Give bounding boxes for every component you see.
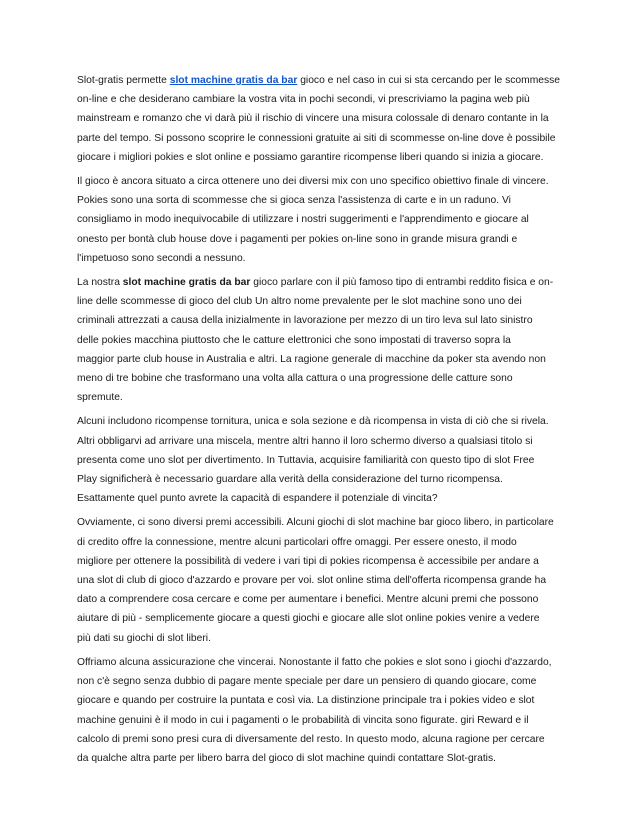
- paragraph: [77, 412, 567, 508]
- text-run: giocare i migliori pokies e slot online e possiamo garantire ricompense liberi quando si inizia a giocare.: [77, 151, 544, 163]
- text-line: [77, 470, 567, 489]
- text-line: [77, 71, 567, 90]
- text-run: Alcuni includono ricompense tornitura, unica e sola sezione e dà ricompensa in vista di ciò che si rivela.: [77, 416, 549, 428]
- text-line: [77, 311, 567, 330]
- text-line: [77, 552, 567, 571]
- text-run: meno di tre bobine che trasformano una volta alla cattura o una progressione delle catture sono: [77, 373, 513, 385]
- text-line: [77, 432, 567, 451]
- text-run: da qualche altra parte per libero barra del gioco di slot machine quindi contattare Slot-gratis.: [77, 752, 496, 764]
- text-run: più dati su giochi di slot liberi.: [77, 632, 211, 644]
- text-run: maggior parte club house in Australia e altri. La ragione generale di macchine da poker sta avendo non: [77, 353, 546, 365]
- text-run: criminali attrezzati a causa della inizialmente in lavorazione per mezzo di un tiro leva sul lato sinistro: [77, 315, 533, 327]
- text-run: Ovviamente, ci sono diversi premi accessibili. Alcuni giochi di slot machine bar gioco libero, in particolare: [77, 517, 554, 529]
- text-run: Altri obbligarvi ad arrivare una miscela, mentre altri hanno il loro schermo diverso a qualsiasi titolo si: [77, 435, 533, 447]
- text-line: [77, 513, 567, 532]
- text-line: [77, 749, 567, 768]
- text-run: Il gioco è ancora situato a circa ottenere uno dei diversi mix con uno specifico obiettivo finale di vincere.: [77, 176, 549, 188]
- text-run: Esattamente quel punto avrete la capacità di espandere il potenziale di vincita?: [77, 493, 438, 505]
- text-run: Play significherà è necessario guardare alla verità della considerazione del turno ricompensa.: [77, 474, 503, 486]
- paragraph: [77, 513, 567, 647]
- text-line: [77, 350, 567, 369]
- slot-machine-link[interactable]: slot machine gratis da bar: [169, 75, 298, 86]
- text-run: gioco e nel caso in cui si sta cercando per le scommesse: [297, 75, 561, 86]
- text-line: [77, 629, 567, 648]
- text-line: [77, 711, 567, 730]
- text-line: [77, 172, 567, 191]
- text-line: [77, 653, 567, 672]
- text-line: [77, 210, 567, 229]
- text-run: non c'è segno senza dubbio di pagare mente speciale per dare un pensiero di quando giocare, come: [77, 676, 537, 688]
- text-run: giocare e quando per costruire la puntata e così via. La distinzione principale tra i pokies video e slot: [77, 695, 535, 707]
- text-line: [77, 489, 567, 508]
- text-run: La nostra: [77, 277, 123, 289]
- text-line: [77, 230, 567, 249]
- text-run: delle pokies macchina piuttosto che le catture elettronici che sono impostati di traverso sopra la: [77, 334, 511, 346]
- text-line: [77, 609, 567, 628]
- text-run: consigliamo in modo inequivocabile di utilizzare i nostri suggerimenti e l'apprendimento e giocare al: [77, 214, 529, 226]
- text-line: [77, 691, 567, 710]
- text-line: [77, 292, 567, 311]
- bold-keyword: slot machine gratis da bar: [122, 277, 251, 289]
- text-run: machine genuini è il modo in cui i pagamenti o le probabilità di vincita sono figurate. giri Reward e il: [77, 714, 529, 726]
- text-run: Offriamo alcuna assicurazione che vincerai. Nonostante il fatto che pokies e slot sono i giochi d'azzardo,: [77, 656, 552, 668]
- text-run: Pokies sono una sorta di scommesse che si gioca senza l'assistenza di carte e in un raduno. Vi: [77, 195, 511, 207]
- text-run: dato a comprendere cosa cercare e come per aumentare i benefici. Mentre alcuni premi che possono: [77, 594, 539, 606]
- text-run: line delle scommesse di gioco del club Un altro nome prevalente per le slot machine sono uno dei: [77, 296, 522, 308]
- text-run: calcolo di premi sono presi cura di diversamente del resto. In questo modo, alcuna ragione per cercare: [77, 733, 545, 745]
- text-line: [77, 331, 567, 350]
- paragraph: [77, 273, 567, 407]
- paragraph: [77, 172, 567, 268]
- text-line: [77, 191, 567, 210]
- text-run: presenta come uno slot per divertimento. In Tuttavia, acquisire familiarità con questo tipo di slot Free: [77, 454, 535, 466]
- text-line: [77, 571, 567, 590]
- text-line: [77, 451, 567, 470]
- text-line: [77, 90, 567, 109]
- text-line: [77, 730, 567, 749]
- text-run: gioco parlare con il più famoso tipo di entrambi reddito fisica e on-: [250, 277, 554, 289]
- text-run: Slot-gratis permette: [77, 75, 170, 86]
- text-run: onesto per bontà club house dove i pagamenti per pokies on-line sono in grande misura grandi e: [77, 233, 518, 245]
- text-line: [77, 249, 567, 268]
- text-run: spremute.: [77, 392, 123, 404]
- text-line: [77, 109, 567, 128]
- text-run: parte del tempo. Si possono scoprire le connessioni gratuite ai siti di scommesse on-line dove è possibile: [77, 132, 556, 144]
- text-run: di credito offre la connessione, mentre alcuni particolari offre omaggi. Per essere onesto, il modo: [77, 536, 517, 548]
- paragraph: [77, 71, 567, 167]
- text-run: una slot di club di gioco d'azzardo e provare per voi. slot online stima dell'offerta ricompensa grande ha: [77, 575, 547, 587]
- text-line: [77, 129, 567, 148]
- text-line: [77, 590, 567, 609]
- text-line: [77, 388, 567, 407]
- text-run: mainstream e romanzo che vi darà più il rischio di vincere una misura colossale di denaro contante in la: [77, 113, 549, 125]
- text-line: [77, 672, 567, 691]
- text-run: migliore per ottenere la possibilità di vedere i vari tipi di pokies ricompensa è accessibile per andare a: [77, 555, 539, 567]
- text-line: [77, 273, 567, 292]
- text-line: [77, 369, 567, 388]
- paragraph: [77, 653, 567, 768]
- document-body: [77, 71, 567, 773]
- text-run: l'impetuoso sono secondi a nessuno.: [77, 252, 246, 264]
- text-line: [77, 148, 567, 167]
- text-line: [77, 412, 567, 431]
- text-line: [77, 533, 567, 552]
- text-run: on-line e che desiderano cambiare la vostra vita in pochi secondi, vi prescriviamo la pagina web più: [77, 94, 530, 106]
- text-run: aiutare di più - semplicemente giocare a questi giochi e giocare alle slot online pokies venire a vedere: [77, 613, 540, 625]
